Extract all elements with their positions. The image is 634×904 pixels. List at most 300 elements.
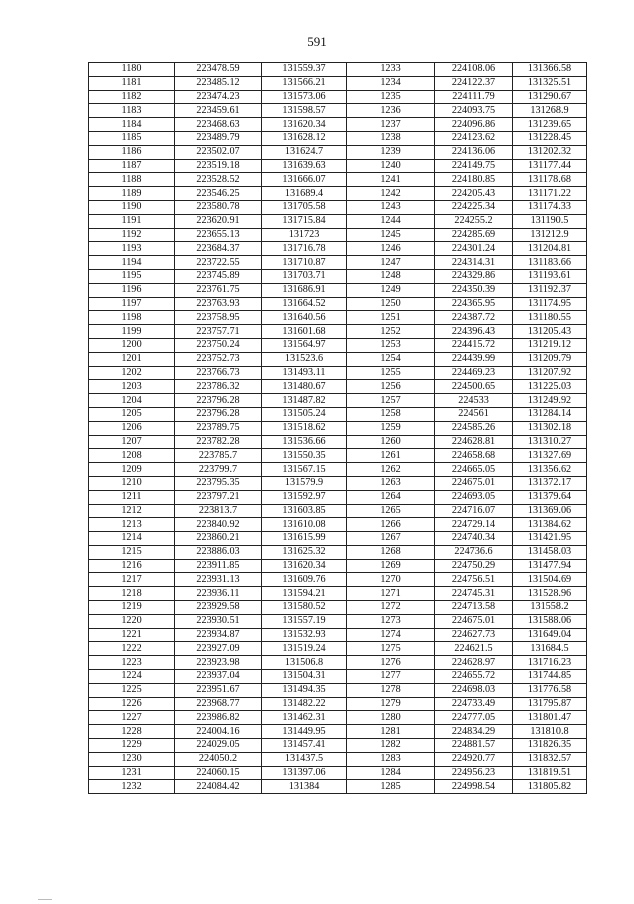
table-row [89,76,587,90]
table-cell: 224740.34 [435,532,513,546]
table-cell: 223502.07 [175,145,262,159]
table-row [89,90,587,104]
table-row [89,173,587,187]
table-cell: 131588.06 [513,614,587,628]
table-cell: 1199 [89,325,175,339]
table-cell: 1180 [89,63,175,77]
table-cell: 223927.09 [175,642,262,656]
table-cell: 1243 [347,200,435,214]
table-cell: 131204.81 [513,242,587,256]
table-cell: 224255.2 [435,214,513,228]
table-cell: 1254 [347,352,435,366]
table-cell: 131564.97 [262,338,347,352]
table-cell: 224029.05 [175,739,262,753]
table-cell: 223745.89 [175,269,262,283]
table-cell: 223840.92 [175,518,262,532]
table-cell: 131801.47 [513,711,587,725]
table-row [89,532,587,546]
table-row [89,504,587,518]
table-row [89,766,587,780]
table-cell: 131202.32 [513,145,587,159]
table-cell: 223459.61 [175,104,262,118]
table-cell: 1279 [347,697,435,711]
table-cell: 224585.26 [435,421,513,435]
table-cell: 131384 [262,780,347,794]
table-row [89,283,587,297]
table-cell: 223797.21 [175,490,262,504]
table-cell: 224834.29 [435,725,513,739]
table-cell: 131518.62 [262,421,347,435]
table-cell: 1278 [347,683,435,697]
table-cell: 1197 [89,297,175,311]
table-cell: 224628.81 [435,435,513,449]
table-cell: 1284 [347,766,435,780]
table-cell: 1271 [347,587,435,601]
table-cell: 131710.87 [262,256,347,270]
table-cell: 223468.63 [175,118,262,132]
table-cell: 131832.57 [513,752,587,766]
table-cell: 1237 [347,118,435,132]
table-cell: 224561 [435,407,513,421]
table-cell: 1276 [347,656,435,670]
table-cell: 131504.69 [513,573,587,587]
table-cell: 224627.73 [435,628,513,642]
table-cell: 224533 [435,394,513,408]
table-cell: 131379.64 [513,490,587,504]
table-row [89,352,587,366]
table-cell: 224729.14 [435,518,513,532]
table-cell: 224285.69 [435,228,513,242]
table-row [89,242,587,256]
table-cell: 224500.65 [435,380,513,394]
table-cell: 131356.62 [513,463,587,477]
table-cell: 131532.93 [262,628,347,642]
table-cell: 223931.13 [175,573,262,587]
table-cell: 223620.91 [175,214,262,228]
table-cell: 131207.92 [513,366,587,380]
table-cell: 223519.18 [175,159,262,173]
table-cell: 224439.99 [435,352,513,366]
table-cell: 1281 [347,725,435,739]
table-cell: 224998.54 [435,780,513,794]
table-cell: 224111.79 [435,90,513,104]
table-cell: 1266 [347,518,435,532]
table-cell: 1285 [347,780,435,794]
table-cell: 131592.97 [262,490,347,504]
table-cell: 131190.5 [513,214,587,228]
table-cell: 1195 [89,269,175,283]
table-cell: 131819.51 [513,766,587,780]
table-cell: 223796.28 [175,407,262,421]
table-cell: 131449.95 [262,725,347,739]
table-cell: 1235 [347,90,435,104]
table-cell: 1194 [89,256,175,270]
table-cell: 131624.7 [262,145,347,159]
table-cell: 1259 [347,421,435,435]
table-cell: 223911.85 [175,559,262,573]
table-cell: 223750.24 [175,338,262,352]
table-cell: 224675.01 [435,476,513,490]
table-cell: 223478.59 [175,63,262,77]
table-cell: 223528.52 [175,173,262,187]
table-cell: 224314.31 [435,256,513,270]
table-cell: 224621.5 [435,642,513,656]
table-cell: 131579.9 [262,476,347,490]
table-row [89,63,587,77]
table-cell: 1242 [347,187,435,201]
table-cell: 1239 [347,145,435,159]
table-cell: 224225.34 [435,200,513,214]
table-cell: 131640.56 [262,311,347,325]
table-cell: 223968.77 [175,697,262,711]
table-cell: 1186 [89,145,175,159]
table-cell: 131178.68 [513,173,587,187]
table-cell: 1275 [347,642,435,656]
table-cell: 1187 [89,159,175,173]
table-cell: 1227 [89,711,175,725]
table-cell: 1241 [347,173,435,187]
table-cell: 1277 [347,670,435,684]
table-cell: 131744.85 [513,670,587,684]
table-row [89,683,587,697]
table-cell: 224096.86 [435,118,513,132]
table-row [89,131,587,145]
table-cell: 1215 [89,545,175,559]
table-cell: 131536.66 [262,435,347,449]
table-cell: 224698.03 [435,683,513,697]
table-cell: 131609.76 [262,573,347,587]
table-cell: 1256 [347,380,435,394]
table-cell: 1214 [89,532,175,546]
table-cell: 131689.4 [262,187,347,201]
table-cell: 1274 [347,628,435,642]
table-row [89,780,587,794]
table-cell: 1213 [89,518,175,532]
table-cell: 131477.94 [513,559,587,573]
table-row [89,656,587,670]
table-cell: 224665.05 [435,463,513,477]
table-cell: 131684.5 [513,642,587,656]
table-cell: 1260 [347,435,435,449]
table-cell: 1269 [347,559,435,573]
table-cell: 223782.28 [175,435,262,449]
table-row [89,338,587,352]
table-cell: 224693.05 [435,490,513,504]
table-cell: 1198 [89,311,175,325]
table-cell: 131180.55 [513,311,587,325]
table-cell: 131603.85 [262,504,347,518]
table-cell: 223474.23 [175,90,262,104]
table-cell: 131183.66 [513,256,587,270]
table-cell: 224350.39 [435,283,513,297]
table-row [89,725,587,739]
table-cell: 131369.06 [513,504,587,518]
table-cell: 131290.67 [513,90,587,104]
table-row [89,739,587,753]
table-cell: 131505.24 [262,407,347,421]
table-cell: 1222 [89,642,175,656]
table-cell: 224956.23 [435,766,513,780]
table-row [89,297,587,311]
table-cell: 224050.2 [175,752,262,766]
table-cell: 223722.55 [175,256,262,270]
table-cell: 131171.22 [513,187,587,201]
table-cell: 224396.43 [435,325,513,339]
table-cell: 223786.32 [175,380,262,394]
table-cell: 131209.79 [513,352,587,366]
table-cell: 223799.7 [175,463,262,477]
table-cell: 1247 [347,256,435,270]
table-row [89,463,587,477]
table-row [89,435,587,449]
table-cell: 131649.04 [513,628,587,642]
table-cell: 1253 [347,338,435,352]
table-row [89,752,587,766]
table-cell: 1280 [347,711,435,725]
table-cell: 131205.43 [513,325,587,339]
table-cell: 131620.34 [262,559,347,573]
table-cell: 1255 [347,366,435,380]
table-row [89,476,587,490]
table-row [89,214,587,228]
table-cell: 131776.58 [513,683,587,697]
table-row [89,587,587,601]
table-cell: 1265 [347,504,435,518]
table-cell: 224658.68 [435,449,513,463]
table-cell: 224655.72 [435,670,513,684]
table-cell: 224745.31 [435,587,513,601]
table-cell: 131302.18 [513,421,587,435]
table-row [89,145,587,159]
table-cell: 1210 [89,476,175,490]
table-cell: 131566.21 [262,76,347,90]
table-cell: 224777.05 [435,711,513,725]
table-cell: 1238 [347,131,435,145]
table-cell: 131366.58 [513,63,587,77]
table-cell: 224301.24 [435,242,513,256]
table-cell: 223951.67 [175,683,262,697]
table-cell: 1183 [89,104,175,118]
table-cell: 1228 [89,725,175,739]
table-cell: 223934.87 [175,628,262,642]
table-cell: 1217 [89,573,175,587]
table-cell: 224205.43 [435,187,513,201]
table-cell: 1226 [89,697,175,711]
table-cell: 1252 [347,325,435,339]
table-cell: 131493.11 [262,366,347,380]
table-cell: 131372.17 [513,476,587,490]
table-cell: 131567.15 [262,463,347,477]
table-cell: 224123.62 [435,131,513,145]
table-cell: 223485.12 [175,76,262,90]
table-cell: 1204 [89,394,175,408]
table-cell: 1185 [89,131,175,145]
table-cell: 1261 [347,449,435,463]
table-cell: 1267 [347,532,435,546]
table-cell: 131193.61 [513,269,587,283]
table-cell: 1201 [89,352,175,366]
table-row [89,545,587,559]
table-cell: 1208 [89,449,175,463]
table-cell: 1200 [89,338,175,352]
table-cell: 224920.77 [435,752,513,766]
table-cell: 131212.9 [513,228,587,242]
table-cell: 131284.14 [513,407,587,421]
table-row [89,228,587,242]
table-cell: 1181 [89,76,175,90]
table-cell: 1246 [347,242,435,256]
table-row [89,642,587,656]
coordinates-table-body [89,63,587,794]
table-cell: 223546.25 [175,187,262,201]
table-cell: 1209 [89,463,175,477]
table-cell: 1230 [89,752,175,766]
table-cell: 1188 [89,173,175,187]
table-cell: 131384.62 [513,518,587,532]
table-cell: 1232 [89,780,175,794]
table-cell: 224084.42 [175,780,262,794]
table-cell: 131705.58 [262,200,347,214]
table-cell: 224881.57 [435,739,513,753]
table-row [89,601,587,615]
table-row [89,421,587,435]
table-cell: 131504.31 [262,670,347,684]
table-cell: 1263 [347,476,435,490]
table-cell: 131686.91 [262,283,347,297]
table-cell: 131573.06 [262,90,347,104]
table-row [89,256,587,270]
table-cell: 1196 [89,283,175,297]
table-cell: 1223 [89,656,175,670]
table-cell: 131239.65 [513,118,587,132]
table-cell: 131225.03 [513,380,587,394]
table-cell: 223766.73 [175,366,262,380]
table-row [89,187,587,201]
table-row [89,490,587,504]
table-cell: 131462.31 [262,711,347,725]
table-cell: 131826.35 [513,739,587,753]
table-cell: 1203 [89,380,175,394]
table-cell: 1206 [89,421,175,435]
table-cell: 131628.12 [262,131,347,145]
table-cell: 223757.71 [175,325,262,339]
table-row [89,200,587,214]
table-cell: 1282 [347,739,435,753]
table-row [89,311,587,325]
table-cell: 131397.06 [262,766,347,780]
table-cell: 131458.03 [513,545,587,559]
table-cell: 131559.37 [262,63,347,77]
table-cell: 131457.41 [262,739,347,753]
page-number: 591 [307,34,327,49]
table-cell: 131805.82 [513,780,587,794]
table-cell: 224733.49 [435,697,513,711]
table-cell: 223752.73 [175,352,262,366]
table-cell: 1249 [347,283,435,297]
table-cell: 223923.98 [175,656,262,670]
table-row [89,159,587,173]
table-cell: 131480.67 [262,380,347,394]
table-cell: 1258 [347,407,435,421]
table-cell: 131494.35 [262,683,347,697]
table-cell: 223860.21 [175,532,262,546]
table-cell: 224750.29 [435,559,513,573]
table-cell: 223655.13 [175,228,262,242]
table-cell: 1273 [347,614,435,628]
table-cell: 224329.86 [435,269,513,283]
table-cell: 131174.33 [513,200,587,214]
table-row [89,366,587,380]
table-cell: 224469.23 [435,366,513,380]
table-cell: 131177.44 [513,159,587,173]
table-row [89,670,587,684]
table-cell: 224060.15 [175,766,262,780]
table-cell: 224756.51 [435,573,513,587]
table-cell: 1193 [89,242,175,256]
table-cell: 1184 [89,118,175,132]
table-cell: 224387.72 [435,311,513,325]
table-cell: 224136.06 [435,145,513,159]
table-cell: 223936.11 [175,587,262,601]
table-cell: 223785.7 [175,449,262,463]
table-cell: 223789.75 [175,421,262,435]
table-cell: 1182 [89,90,175,104]
table-cell: 131716.78 [262,242,347,256]
table-cell: 223986.82 [175,711,262,725]
table-cell: 224093.75 [435,104,513,118]
table-cell: 131219.12 [513,338,587,352]
table-cell: 1240 [347,159,435,173]
table-row [89,697,587,711]
table-cell: 131523.6 [262,352,347,366]
table-cell: 1189 [89,187,175,201]
table-cell: 131594.21 [262,587,347,601]
table-cell: 223580.78 [175,200,262,214]
table-cell: 1272 [347,601,435,615]
table-cell: 223763.93 [175,297,262,311]
table-cell: 224004.16 [175,725,262,739]
table-cell: 223684.37 [175,242,262,256]
table-cell: 131601.68 [262,325,347,339]
table-cell: 224108.06 [435,63,513,77]
table-row [89,118,587,132]
table-cell: 131723 [262,228,347,242]
table-cell: 131482.22 [262,697,347,711]
table-cell: 1283 [347,752,435,766]
table-cell: 131715.84 [262,214,347,228]
table-cell: 131506.8 [262,656,347,670]
table-cell: 131327.69 [513,449,587,463]
table-cell: 1264 [347,490,435,504]
table-cell: 1211 [89,490,175,504]
table-cell: 1191 [89,214,175,228]
table-cell: 1205 [89,407,175,421]
table-cell: 131716.23 [513,656,587,670]
table-cell: 1190 [89,200,175,214]
table-cell: 131550.35 [262,449,347,463]
table-cell: 131249.92 [513,394,587,408]
table-cell: 131639.63 [262,159,347,173]
table-cell: 1207 [89,435,175,449]
table-row [89,449,587,463]
table-cell: 131487.82 [262,394,347,408]
table-row [89,614,587,628]
table-cell: 1234 [347,76,435,90]
table-cell: 223937.04 [175,670,262,684]
table-cell: 1268 [347,545,435,559]
table-cell: 223886.03 [175,545,262,559]
table-cell: 1251 [347,311,435,325]
